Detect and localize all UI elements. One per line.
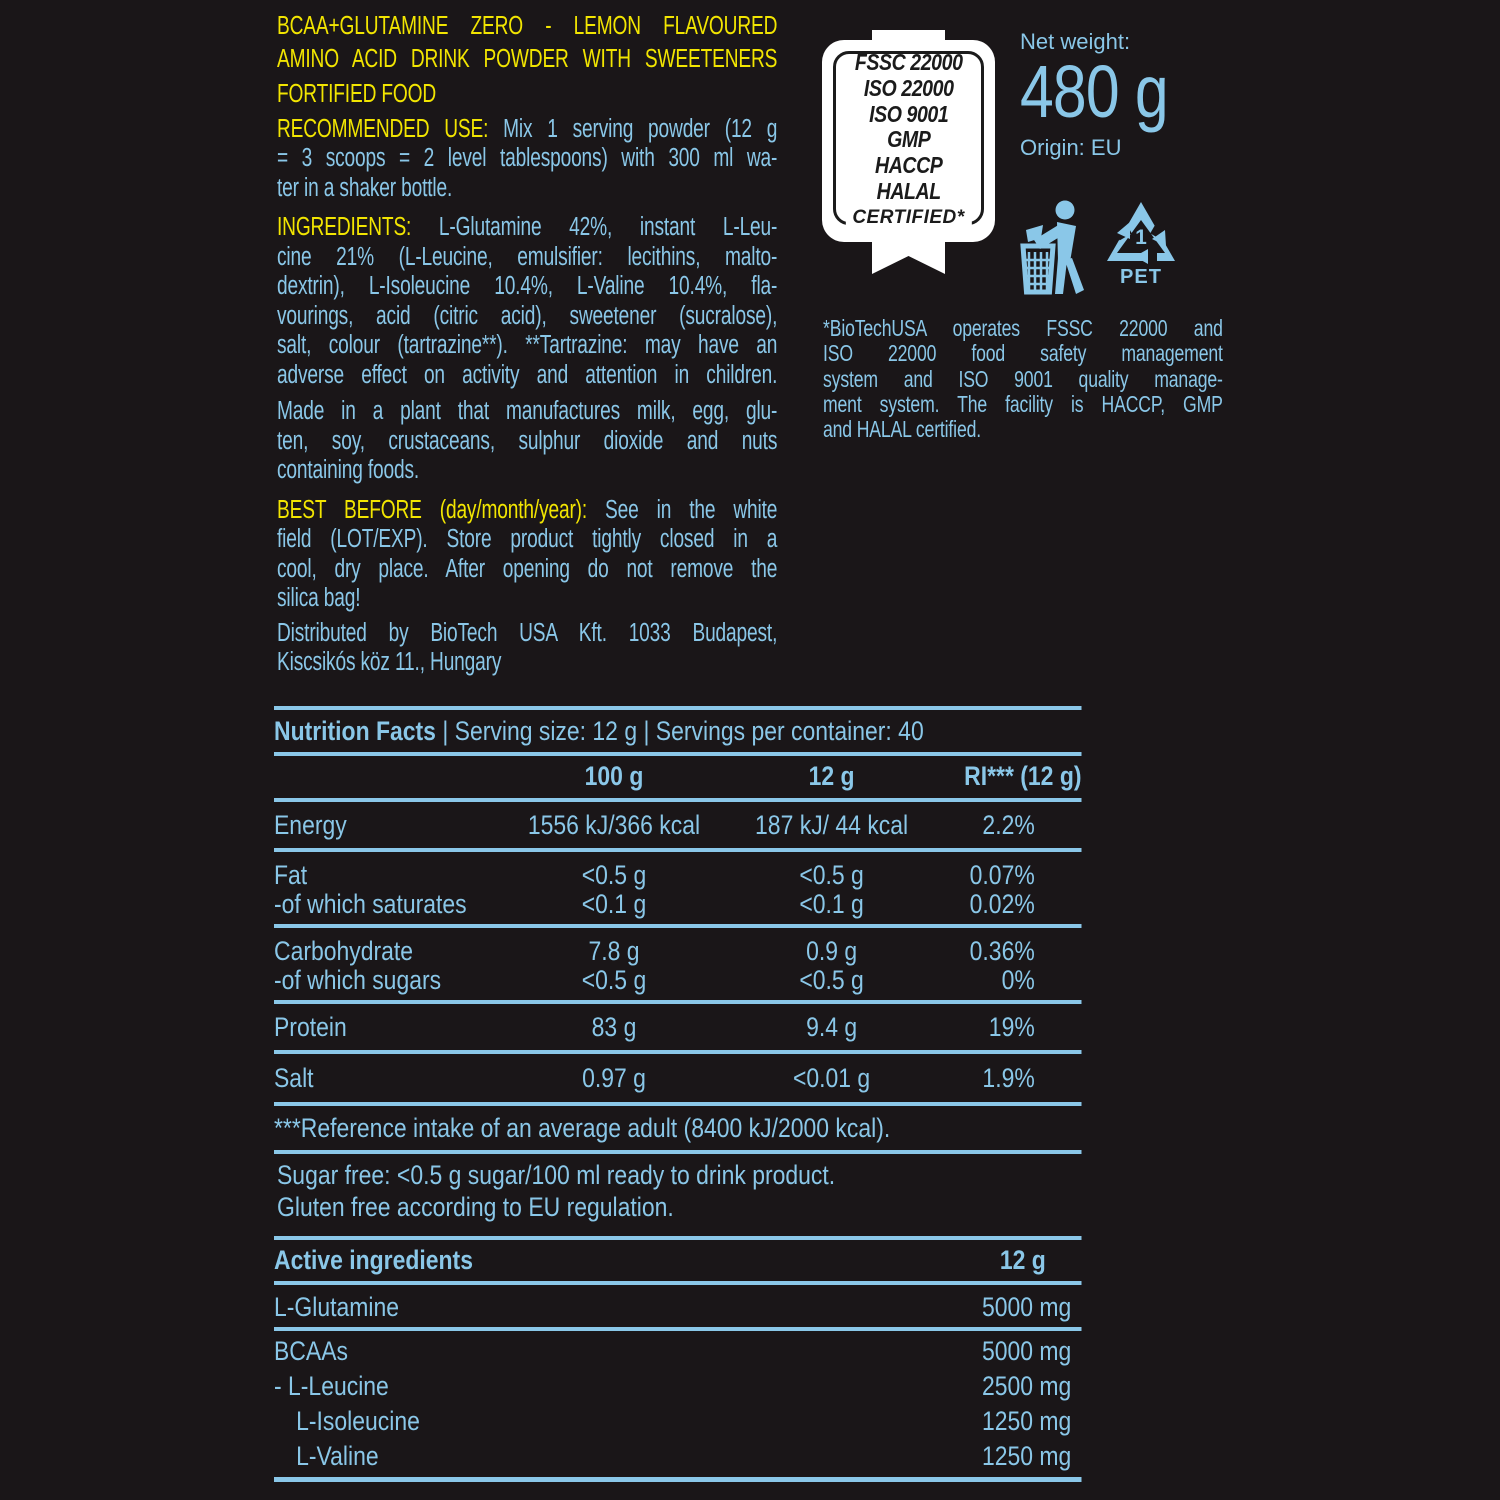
label-text-line — [277, 555, 777, 585]
active-ingredient-rows — [274, 1285, 1082, 1477]
paragraph-text: See in the white — [587, 495, 778, 524]
nutrient-per-100g: 83 g — [591, 1012, 637, 1042]
label-text-line — [277, 213, 777, 243]
nutrition-row — [274, 802, 1082, 852]
ingredient-name: L-Isoleucine — [296, 1406, 420, 1436]
active-ingredient-row — [274, 1285, 1082, 1331]
label-text-line — [277, 584, 777, 614]
nutrient-ri: 2.2% — [982, 810, 1035, 840]
badge-cert-line: HACCP — [875, 152, 943, 179]
nutrition-row — [274, 852, 1082, 890]
paragraph-text: L-Glutamine 42%, instant L-Leu- — [411, 213, 778, 241]
label-text-line — [277, 243, 777, 273]
product-claims — [277, 1159, 1085, 1223]
paragraph-text: silica bag! — [277, 584, 361, 612]
paragraph-text: adverse effect on activity and attention in children. — [277, 360, 778, 389]
serving-info: | Serving size: 12 g | Servings per container: 40 — [442, 716, 924, 746]
net-weight-value: 480 g — [1020, 50, 1168, 133]
certification-note-lines — [823, 316, 1223, 442]
nutrition-column-headers — [274, 756, 1082, 802]
ingredient-amount: 1250 mg — [981, 1441, 1072, 1471]
label-text-line — [277, 427, 777, 457]
nutrient-ri: 19% — [988, 1012, 1035, 1042]
ingredient-amount: 5000 mg — [981, 1292, 1072, 1322]
label-text-column — [277, 10, 777, 678]
paragraph-text: containing foods. — [277, 456, 420, 484]
nutrient-per-12g: 9.4 g — [806, 1012, 858, 1042]
nutrient-label: -of which saturates — [274, 889, 467, 919]
paragraph-lead: BEST BEFORE (day/month/year): — [277, 495, 588, 524]
active-ingredient-row — [274, 1369, 1082, 1404]
active-ingredients-header — [274, 1240, 1082, 1285]
column-header-ri: RI*** (12 g) — [964, 761, 1082, 791]
active-ingredients-table — [274, 1236, 1082, 1482]
column-header-100g: 100 g — [584, 761, 644, 791]
label-text-line — [277, 496, 777, 526]
paragraph-text: field (LOT/EXP). Store product tightly closed in a — [277, 525, 778, 553]
ingredient-amount: 1250 mg — [981, 1406, 1072, 1436]
ingredient-name: - L-Leucine — [274, 1371, 389, 1401]
paragraph-text: vourings, acid (citric acid), sweetener (sucralose), — [277, 301, 778, 330]
certification-badge — [822, 30, 995, 276]
net-weight-block — [1020, 29, 1280, 161]
net-weight-label: Net weight: — [1020, 29, 1131, 54]
ingredient-amount: 5000 mg — [981, 1336, 1072, 1366]
certification-note-line: *BioTechUSA operates FSSC 22000 and — [823, 315, 1223, 341]
nutrient-per-12g: 187 kJ/ 44 kcal — [755, 810, 909, 840]
nutrition-facts-title: Nutrition Facts — [274, 716, 436, 746]
nutrient-ri: 1.9% — [982, 1063, 1035, 1093]
active-ingredients-column: 12 g — [999, 1245, 1046, 1275]
label-text-line — [277, 272, 777, 302]
sugar-free-claim: Sugar free: <0.5 g sugar/100 ml ready to drink product. — [277, 1160, 836, 1190]
label-text-line — [277, 144, 777, 174]
label-text-line — [277, 331, 777, 361]
label-paragraphs — [277, 10, 777, 678]
active-ingredient-row — [274, 1404, 1082, 1439]
label-text-line — [277, 174, 777, 204]
certification-note-line: system and ISO 9001 quality manage- — [823, 365, 1223, 392]
column-header-12g: 12 g — [808, 761, 855, 791]
nutrient-per-100g: 1556 kJ/366 kcal — [527, 810, 701, 840]
nutrient-label: Energy — [274, 810, 347, 840]
badge-cert-line: ISO 9001 — [869, 100, 949, 127]
ingredient-name: L-Glutamine — [274, 1292, 400, 1322]
label-text-line — [277, 361, 777, 391]
certification-note — [823, 316, 1223, 442]
nutrition-rows — [274, 802, 1082, 1106]
nutrition-facts-header — [274, 710, 1082, 756]
certification-note-line: and HALAL certified. — [823, 416, 982, 443]
label-text-line — [277, 115, 777, 145]
tidyman-disposal-icon — [1016, 200, 1096, 296]
paragraph-text: Mix 1 serving powder (12 g — [488, 114, 778, 143]
paragraph-text: ter in a shaker bottle. — [277, 173, 453, 202]
paragraph-text: Kiscsikós köz 11., Hungary — [277, 648, 502, 676]
paragraph-text: AMINO ACID DRINK POWDER WITH SWEETENERS — [277, 45, 778, 73]
paragraph-text: cine 21% (L-Leucine, emulsifier: lecithins, malto- — [277, 242, 778, 271]
nutrient-per-100g: 0.97 g — [582, 1063, 646, 1093]
badge-certified-label: CERTIFIED* — [845, 206, 971, 230]
origin-label: Origin: EU — [1020, 135, 1122, 160]
label-text-line — [277, 525, 777, 555]
paragraph-text: = 3 scoops = 2 level tablespoons) with 300 ml wa- — [277, 144, 778, 172]
certification-note-line: ISO 22000 food safety management — [823, 340, 1223, 367]
nutrient-per-100g: 7.8 g — [588, 936, 640, 966]
paragraph-text: cool, dry place. After opening do not remove the — [277, 554, 778, 583]
label-text-line — [277, 648, 777, 678]
badge-cert-line: GMP — [887, 126, 931, 153]
nutrient-per-12g: <0.5 g — [799, 860, 864, 890]
pet-recycle-icon — [1104, 200, 1178, 296]
badge-cert-line: ISO 22000 — [863, 74, 954, 101]
label-text-line — [277, 10, 777, 43]
active-ingredient-row — [274, 1331, 1082, 1369]
active-ingredient-row — [274, 1439, 1082, 1477]
paragraph-lead: INGREDIENTS: — [277, 213, 412, 241]
nutrient-per-12g: <0.5 g — [799, 965, 864, 995]
paragraph-text: salt, colour (tartrazine**). **Tartrazine: may have an — [277, 331, 778, 359]
nutrient-per-100g: <0.5 g — [581, 965, 647, 995]
label-text-line — [277, 397, 777, 427]
badge-cert-line: HALAL — [876, 177, 941, 204]
nutrition-row — [274, 928, 1082, 966]
nutrient-per-12g: <0.1 g — [799, 889, 864, 919]
nutrition-facts-table — [274, 706, 1082, 1154]
pet-resin-number: 1 — [1135, 226, 1147, 249]
paragraph-text: FORTIFIED FOOD — [277, 80, 437, 108]
label-text-line — [277, 619, 777, 649]
nutrition-row — [274, 1054, 1082, 1106]
ingredient-amount: 2500 mg — [981, 1371, 1072, 1401]
nutrient-ri: 0.02% — [969, 889, 1035, 919]
reference-intake-footnote: ***Reference intake of an average adult (8400 kJ/2000 kcal). — [274, 1106, 1082, 1154]
label-text-line — [277, 80, 777, 110]
paragraph-text: Made in a plant that manufactures milk, egg, glu- — [277, 397, 778, 425]
nutrient-per-100g: <0.5 g — [581, 860, 647, 890]
paragraph-text: dextrin), L-Isoleucine 10.4%, L-Valine 10.4%, fla- — [277, 272, 778, 300]
nutrient-per-12g: <0.01 g — [792, 1063, 871, 1093]
paragraph-text: BCAA+GLUTAMINE ZERO - LEMON FLAVOURED — [277, 12, 778, 40]
nutrient-label: Fat — [274, 860, 308, 890]
nutrient-ri: 0% — [1001, 965, 1035, 995]
active-ingredients-title: Active ingredients — [274, 1245, 473, 1275]
label-text-line — [277, 302, 777, 332]
label-text-line — [277, 456, 777, 486]
nutrition-row — [274, 890, 1082, 928]
nutrient-ri: 0.36% — [969, 936, 1035, 966]
nutrient-per-100g: <0.1 g — [581, 889, 647, 919]
gluten-free-claim: Gluten free according to EU regulation. — [277, 1192, 674, 1222]
paragraph-lead: RECOMMENDED USE: — [277, 114, 489, 143]
nutrient-label: Salt — [274, 1063, 314, 1093]
badge-cert-line: FSSC 22000 — [854, 49, 963, 75]
nutrition-row — [274, 966, 1082, 1004]
nutrient-label: Carbohydrate — [274, 936, 414, 966]
nutrient-ri: 0.07% — [969, 860, 1035, 890]
certification-note-line: ment system. The facility is HACCP, GMP — [823, 390, 1223, 417]
nutrition-row — [274, 1004, 1082, 1054]
nutrient-per-12g: 0.9 g — [806, 936, 858, 966]
paragraph-text: Distributed by BioTech USA Kft. 1033 Budapest, — [277, 618, 778, 647]
paragraph-text: ten, soy, crustaceans, sulphur dioxide and nuts — [277, 426, 778, 455]
pet-label: PET — [1120, 266, 1162, 288]
badge-certifications — [822, 50, 995, 205]
nutrient-label: -of which sugars — [274, 965, 442, 995]
ingredient-name: L-Valine — [296, 1441, 379, 1471]
column-header-spacer — [274, 762, 487, 790]
recycling-icons — [1016, 200, 1186, 296]
ingredient-name: BCAAs — [274, 1336, 348, 1366]
label-text-line — [277, 43, 777, 76]
nutrient-label: Protein — [274, 1012, 347, 1042]
